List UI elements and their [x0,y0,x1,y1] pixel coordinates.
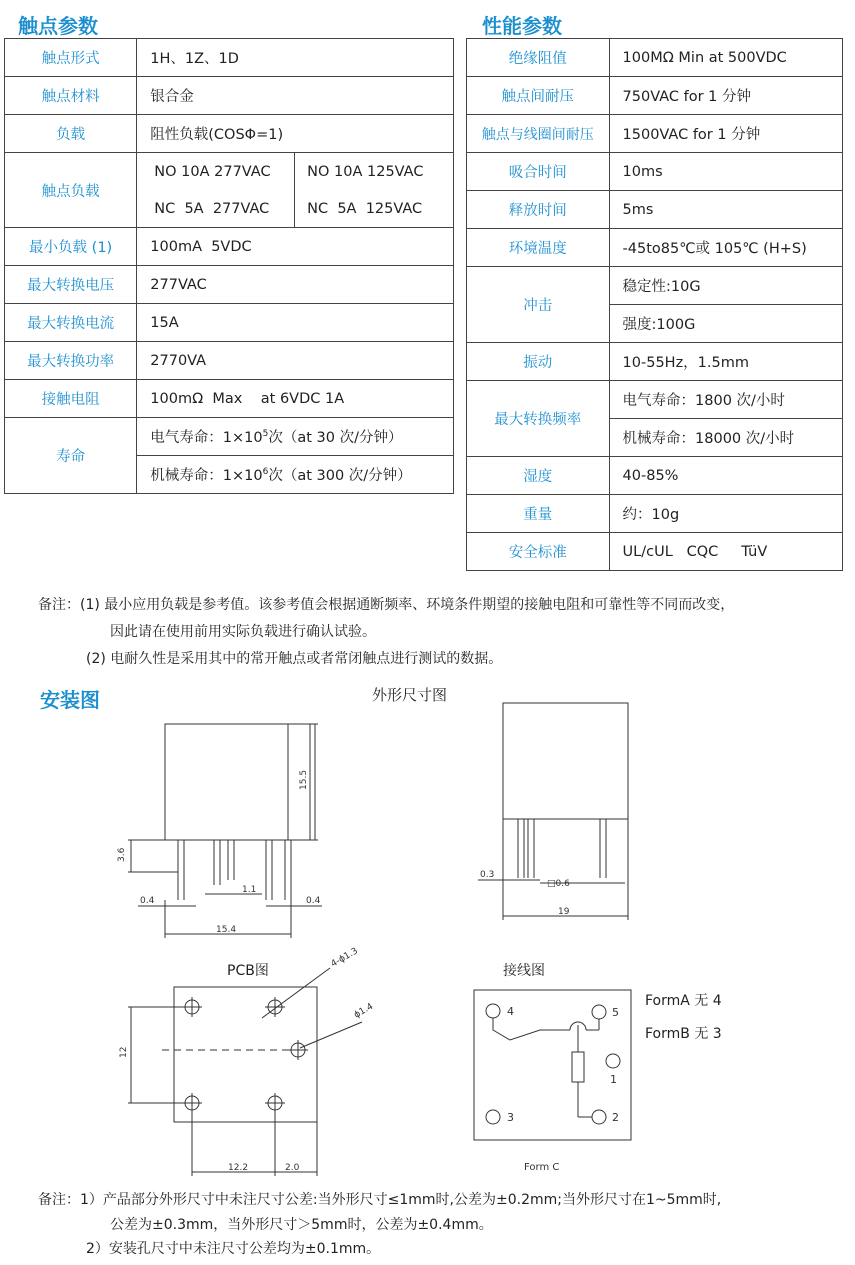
coil-withstand-label: 触点与线圈间耐压 [467,115,610,153]
mechanical-life-text: 机械寿命：1×10 [150,468,263,484]
contact-material-value: 银合金 [137,77,454,115]
contact-load-no-125: NO 10A 125VAC [295,153,454,191]
dim-1-1: 1.1 [242,885,257,895]
outline-dimension-title: 外形尺寸图 [372,686,448,704]
vibration-value: 10-55Hz，1.5mm [609,343,842,381]
contact-material-label: 触点材料 [5,77,137,115]
dim-hole-1-4: ϕ1.4 [352,1001,376,1021]
contact-load-no-277: NO 10A 277VAC [137,153,295,191]
form-c-label: Form C [524,1162,560,1173]
dim-12-2: 12.2 [228,1163,249,1173]
max-power-value: 2770VA [137,342,454,380]
humidity-label: 湿度 [467,457,610,495]
dim-12: 12 [119,1046,129,1058]
note2-line2: 公差为±0.3mm，当外形尺寸＞5mm时，公差为±0.4mm。 [110,1217,493,1233]
mechanical-life-exponent: 6 [262,467,269,478]
dim-height-15-5: 15.5 [299,769,309,790]
coil-withstand-value: 1500VAC for 1 分钟 [609,115,842,153]
pin-1-label: 1 [610,1073,617,1086]
shock-stability-value: 稳定性:10G [609,267,842,305]
max-voltage-value: 277VAC [137,266,454,304]
dim-width-19: 19 [558,907,570,917]
life-label: 寿命 [5,418,137,494]
wiring-diagram-title: 接线图 [503,963,545,979]
insulation-label: 绝缘阻值 [467,39,610,77]
note2-line1: 备注：1）产品部分外形尺寸中未注尺寸公差:当外形尺寸≤1mm时,公差为±0.2mm;当外形尺寸在1~5mm时, [38,1192,722,1208]
operate-time-value: 10ms [609,153,842,191]
contact-load-nc-125: NC 5A 125VAC [295,190,454,228]
dim-hole-4-1-3: 4-ϕ1.3 [329,946,360,970]
release-time-value: 5ms [609,191,842,229]
contact-form-label: 触点形式 [5,39,137,77]
shock-label: 冲击 [467,267,610,343]
front-view-drawing [128,724,322,938]
contact-load-nc-277: NC 5A 277VAC [137,190,295,228]
weight-label: 重量 [467,495,610,533]
frequency-electrical-value: 电气寿命：1800 次/小时 [609,381,842,419]
contact-load-label: 触点负载 [5,153,137,228]
ambient-temp-label: 环境温度 [467,229,610,267]
max-current-value: 15A [137,304,454,342]
contact-resistance-label: 接触电阻 [5,380,137,418]
note1-line2: 因此请在使用前用实际负载进行确认试验。 [110,624,376,640]
note1-line1: 备注：(1) 最小应用负载是参考值。该参考值会根据通断频率、环境条件期望的接触电阻和可靠性等不同而改变， [38,597,735,613]
release-time-label: 释放时间 [467,191,610,229]
mechanical-life-rate: 次（at 300 次/分钟） [268,468,412,484]
dim-0-4-right: 0.4 [306,896,321,906]
contact-params-title: 触点参数 [18,14,98,38]
vibration-label: 振动 [467,343,610,381]
min-load-value: 100mA 5VDC [137,228,454,266]
dim-width-15-4: 15.4 [216,925,237,935]
performance-params-title: 性能参数 [482,14,562,38]
electrical-life-rate: 次（at 30 次/分钟） [268,430,403,446]
pin-5-label: 5 [612,1006,619,1019]
max-voltage-label: 最大转换电压 [5,266,137,304]
pin-3-label: 3 [507,1111,514,1124]
frequency-mechanical-value: 机械寿命：18000 次/小时 [609,419,842,457]
max-frequency-label: 最大转换频率 [467,381,610,457]
load-label: 负载 [5,115,137,153]
safety-standard-label: 安全标准 [467,533,610,571]
dim-2-0: 2.0 [285,1163,300,1173]
load-value: 阻性负载(COSΦ=1) [137,115,454,153]
dim-0-6: □0.6 [547,879,570,889]
max-power-label: 最大转换功率 [5,342,137,380]
insulation-value: 100MΩ Min at 500VDC [609,39,842,77]
note2-line3: 2）安装孔尺寸中未注尺寸公差均为±0.1mm。 [86,1241,381,1257]
contact-form-value: 1H、1Z、1D [137,39,454,77]
electrical-life-exponent: 5 [262,429,269,440]
pin-2-label: 2 [612,1111,619,1124]
ambient-temp-value: -45to85℃或 105℃ (H+S) [609,229,842,267]
pcb-drawing-title: PCB图 [227,963,269,979]
wiring-diagram-drawing [474,990,631,1140]
pin-4-label: 4 [507,1005,514,1018]
contact-withstand-value: 750VAC for 1 分钟 [609,77,842,115]
weight-value: 约：10g [609,495,842,533]
contact-resistance-value: 100mΩ Max at 6VDC 1A [137,380,454,418]
shock-strength-value: 强度:100G [609,305,842,343]
dim-0-3: 0.3 [480,870,495,880]
dim-0-4-left: 0.4 [140,896,155,906]
min-load-label: 最小负载 (1) [5,228,137,266]
safety-standard-value: UL/cUL CQC TüV [609,533,842,571]
operate-time-label: 吸合时间 [467,153,610,191]
dim-pin-3-6: 3.6 [117,847,127,862]
max-current-label: 最大转换电流 [5,304,137,342]
pcb-drawing [128,968,362,1176]
install-drawing-title: 安装图 [40,688,100,712]
electrical-life-text: 电气寿命：1×10 [150,430,263,446]
note1-line3: (2) 电耐久性是采用其中的常开触点或者常闭触点进行测试的数据。 [86,651,503,667]
contact-withstand-label: 触点间耐压 [467,77,610,115]
form-a-note: FormA 无 4 [645,993,722,1009]
humidity-value: 40-85% [609,457,842,495]
form-b-note: FormB 无 3 [645,1026,722,1042]
